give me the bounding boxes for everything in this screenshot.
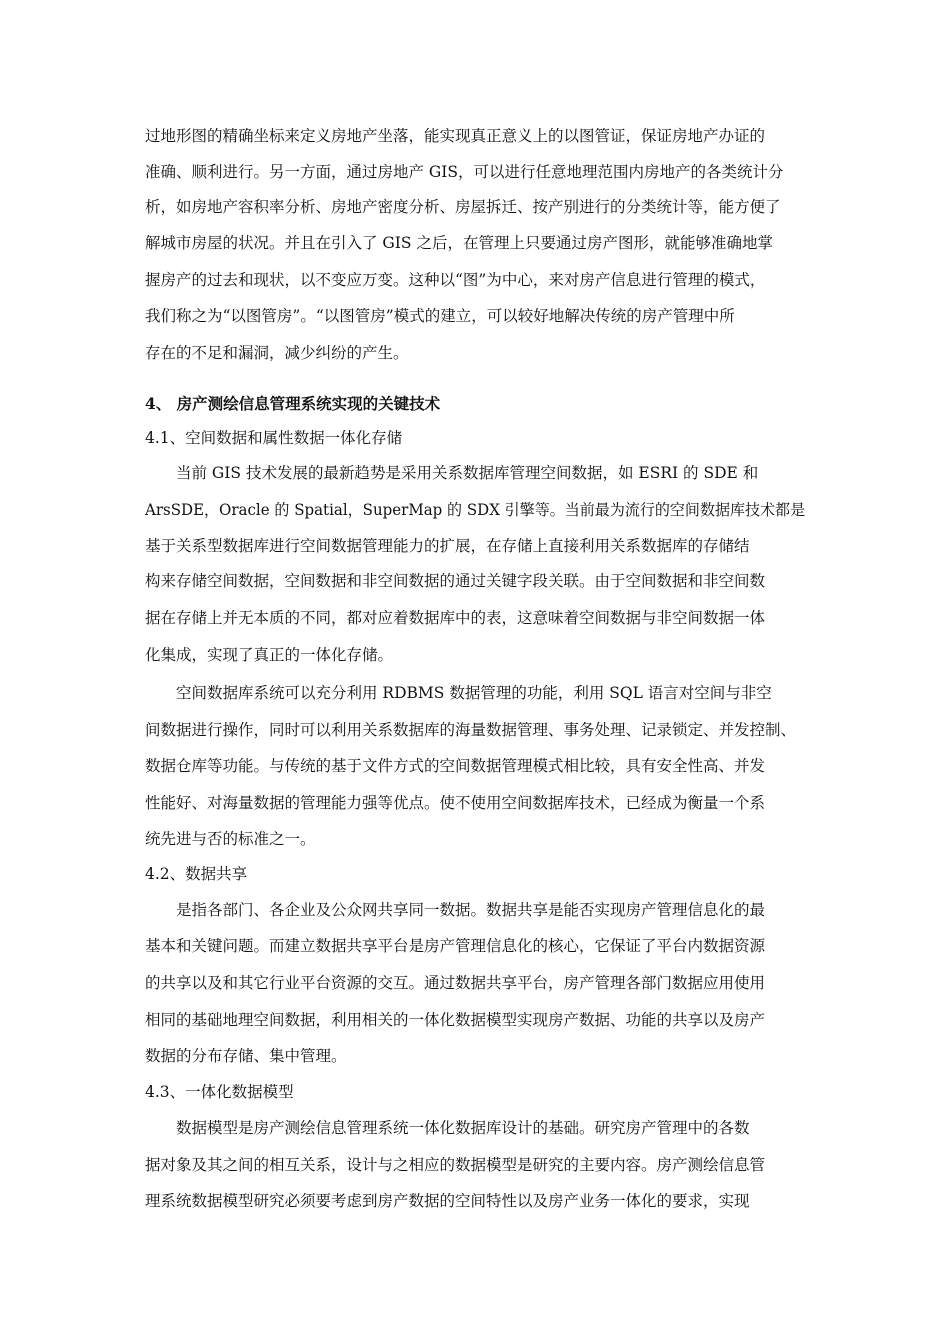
paragraph-line: 据对象及其之间的相互关系，设计与之相应的数据模型是研究的主要内容。房产测绘信息管 — [145, 1156, 766, 1174]
paragraph-line: 空间数据库系统可以充分利用 RDBMS 数据管理的功能，利用 SQL 语言对空间与非空 — [176, 684, 772, 702]
paragraph-line: 的共享以及和其它行业平台资源的交互。通过数据共享平台，房产管理各部门数据应用使用 — [145, 974, 766, 992]
paragraph-line: 构来存储空间数据，空间数据和非空间数据的通过关键字段关联。由于空间数据和非空间数 — [145, 572, 766, 590]
intro-line: 过地形图的精确坐标来定义房地产坐落，能实现真正意义上的以图管证，保证房地产办证的 — [145, 127, 766, 145]
paragraph-line: 数据仓库等功能。与传统的基于文件方式的空间数据管理模式相比较，具有安全性高、并发 — [145, 757, 766, 775]
paragraph-line: 基于关系型数据库进行空间数据管理能力的扩展，在存储上直接利用关系数据库的存储结 — [145, 537, 750, 555]
intro-line: 我们称之为“以图管房”。“以图管房”模式的建立，可以较好地解决传统的房产管理中所 — [145, 307, 735, 325]
intro-line: 握房产的过去和现状，以不变应万变。这种以“图”为中心，来对房产信息进行管理的模式， — [145, 271, 766, 289]
paragraph-line: 当前 GIS 技术发展的最新趋势是采用关系数据库管理空间数据，如 ESRI 的 SDE 和 — [176, 464, 759, 482]
intro-line: 准确、顺利进行。另一方面，通过房地产 GIS，可以进行任意地理范围内房地产的各类统计分 — [145, 163, 784, 181]
intro-line: 解城市房屋的状况。并且在引入了 GIS 之后，在管理上只要通过房产图形，就能够准确地掌 — [145, 234, 773, 252]
paragraph-line: 据在存储上并无本质的不同，都对应着数据库中的表，这意味着空间数据与非空间数据一体 — [145, 609, 766, 627]
subsection-heading: 4.3、一体化数据模型 — [145, 1083, 294, 1101]
subsection-heading: 4.2、数据共享 — [145, 865, 248, 883]
intro-line: 存在的不足和漏洞，减少纠纷的产生。 — [145, 344, 409, 362]
paragraph-line: 间数据进行操作，同时可以利用关系数据库的海量数据管理、事务处理、记录锁定、并发控制、 — [145, 721, 797, 739]
paragraph-line: 性能好、对海量数据的管理能力强等优点。使不使用空间数据库技术，已经成为衡量一个系 — [145, 794, 766, 812]
paragraph-line: 理系统数据模型研究必须要考虑到房产数据的空间特性以及房产业务一体化的要求，实现 — [145, 1192, 750, 1210]
section-heading: 4、 房产测绘信息管理系统实现的关键技术 — [145, 394, 441, 413]
paragraph-line: 数据的分布存储、集中管理。 — [145, 1047, 347, 1065]
paragraph-line: 统先进与否的标准之一。 — [145, 830, 316, 848]
intro-line: 析，如房地产容积率分析、房地产密度分析、房屋拆迁、按产别进行的分类统计等，能方便了 — [145, 198, 781, 216]
subsection-heading: 4.1、空间数据和属性数据一体化存储 — [145, 429, 403, 447]
paragraph-line: 相同的基础地理空间数据，利用相关的一体化数据模型实现房产数据、功能的共享以及房产 — [145, 1011, 766, 1029]
paragraph-line: 数据模型是房产测绘信息管理系统一体化数据库设计的基础。研究房产管理中的各数 — [176, 1119, 750, 1137]
paragraph-line: ArsSDE，Oracle 的 Spatial，SuperMap 的 SDX 引擎等。当前最为流行的空间数据库技术都是 — [145, 501, 806, 519]
paragraph-line: 是指各部门、各企业及公众网共享同一数据。数据共享是能否实现房产管理信息化的最 — [176, 901, 766, 919]
paragraph-line: 化集成，实现了真正的一体化存储。 — [145, 646, 394, 664]
paragraph-line: 基本和关键问题。而建立数据共享平台是房产管理信息化的核心，它保证了平台内数据资源 — [145, 937, 766, 955]
